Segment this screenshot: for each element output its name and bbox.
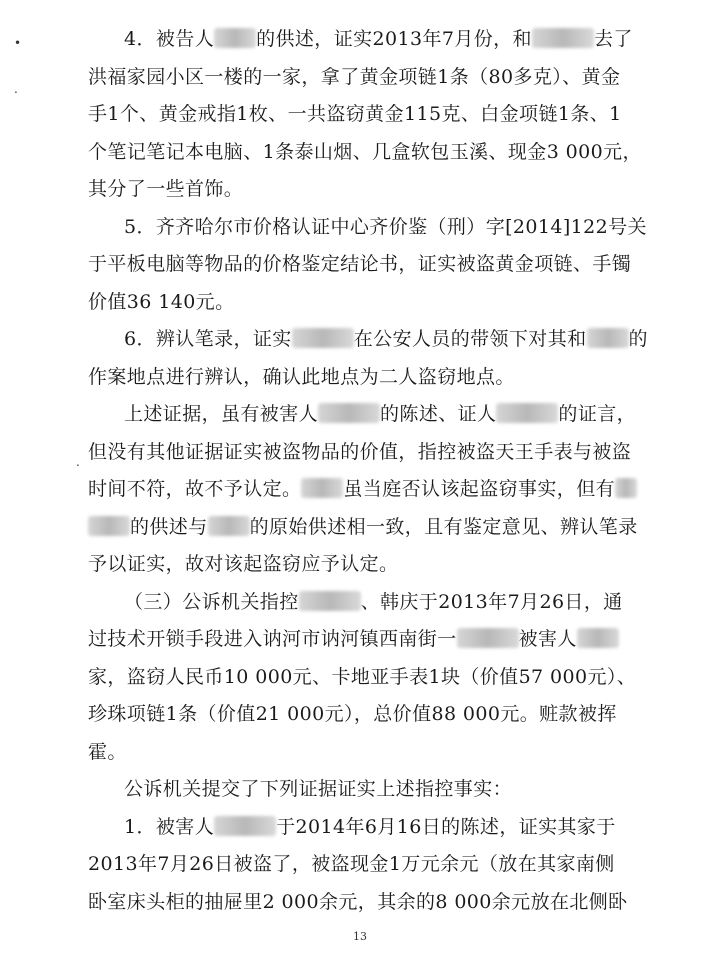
redacted-name <box>301 478 343 498</box>
redacted-name <box>299 591 361 611</box>
redacted-name <box>587 328 629 348</box>
text-segment: 霍。 <box>88 740 127 763</box>
text-segment: 的证言， <box>558 403 637 425</box>
text-segment: 于平板电脑等物品的价格鉴定结论书，证实被盗黄金项链、手镯 <box>88 253 632 275</box>
text-segment: 、韩庆于2013年7月26日，通 <box>360 590 623 613</box>
text-line <box>88 247 664 281</box>
text-segment: 在公安人员的带领下对其和 <box>353 328 587 350</box>
text-segment: 其分了一些首饰。 <box>88 178 244 200</box>
redacted-name <box>457 628 519 648</box>
text-line <box>88 472 664 506</box>
text-line <box>88 885 664 919</box>
text-line <box>124 22 664 56</box>
margin-mark: . <box>14 82 18 96</box>
redacted-name <box>496 403 558 423</box>
text-segment: 1．被害人 <box>124 815 215 838</box>
text-segment: 价值36 140元。 <box>88 290 235 313</box>
redacted-name <box>214 816 276 836</box>
text-segment: 过技术开锁手段进入讷河市讷河镇西南街一 <box>88 628 457 650</box>
text-line <box>88 97 664 131</box>
text-segment: 的陈述、证人 <box>380 403 497 425</box>
text-segment: 手1个、黄金戒指1枚、一共盗窃黄金115克、白金项链1条、1 <box>88 103 622 125</box>
text-line <box>124 585 664 619</box>
text-line <box>88 60 664 94</box>
text-segment: 上述证据，虽有被害人 <box>124 403 319 425</box>
text-segment: 的 <box>628 328 648 350</box>
text-segment: 2013年7月26日被盗了，被盗现金1万元余元（放在其家南侧 <box>88 853 615 875</box>
text-segment: 予以证实，故对该起盗窃应予认定。 <box>88 553 399 575</box>
redacted-name <box>88 516 130 536</box>
redacted-name <box>577 628 619 648</box>
text-segment: 公诉机关提交了下列证据证实上述指控事实： <box>124 778 513 800</box>
text-line <box>88 285 664 319</box>
text-segment: 家，盗窃人民币10 000元、卡地亚手表1块（价值57 000元）、 <box>88 665 637 688</box>
page-number: 13 <box>353 930 367 943</box>
text-segment: （三）公诉机关指控 <box>124 590 299 613</box>
margin-mark: • <box>14 36 22 50</box>
text-segment: 6．辨认笔录，证实 <box>124 328 292 350</box>
text-segment: 去了 <box>593 28 633 50</box>
text-line <box>88 622 664 656</box>
text-segment: 洪福家园小区一楼的一家，拿了黄金项链1条（80多克）、黄金 <box>88 65 621 88</box>
text-segment: 虽当庭否认该起盗窃事实，但有 <box>343 478 616 500</box>
text-segment: 于2014年6月16日的陈述，证实其家于 <box>276 815 616 838</box>
text-segment: 作案地点进行辨认，确认此地点为二人盗窃地点。 <box>88 365 515 388</box>
text-line <box>88 697 664 731</box>
text-line <box>88 660 664 694</box>
text-segment: 被害人 <box>518 628 577 650</box>
text-segment: 5．齐齐哈尔市价格认证中心齐价鉴（刑）字[2014]122号关 <box>124 215 647 238</box>
text-segment: 珍珠项链1条（价值21 000元），总价值88 000元。赃款被挥 <box>88 703 617 725</box>
text-line <box>124 810 664 844</box>
text-line <box>124 397 664 431</box>
text-line <box>88 172 664 206</box>
text-line <box>124 772 664 806</box>
text-segment: 的原始供述相一致，且有鉴定意见、辨认笔录 <box>249 515 638 538</box>
text-segment: 的供述，证实2013年7月份，和 <box>256 28 532 50</box>
redacted-name <box>214 28 256 48</box>
text-line <box>88 547 664 581</box>
redacted-name <box>208 516 250 536</box>
text-line <box>88 435 664 469</box>
text-line <box>124 322 664 356</box>
text-line <box>124 210 664 244</box>
text-segment: 卧室床头柜的抽屉里2 000余元，其余的8 000余元放在北侧卧 <box>88 890 628 913</box>
margin-mark: . <box>76 455 80 469</box>
text-line <box>88 135 664 169</box>
redacted-name <box>532 28 594 48</box>
text-line <box>88 360 664 394</box>
redacted-name <box>318 403 380 423</box>
text-line <box>88 735 664 769</box>
text-segment: 的供述与 <box>130 515 208 538</box>
text-segment: 个笔记笔记本电脑、1条泰山烟、几盒软包玉溪、现金3 000元， <box>88 140 642 163</box>
redacted-name <box>615 478 637 498</box>
text-segment: 但没有其他证据证实被盗物品的价值，指控被盗天王手表与被盗 <box>88 440 632 463</box>
text-segment: 时间不符，故不予认定。 <box>88 478 302 500</box>
text-line <box>88 510 664 544</box>
redacted-name <box>292 328 354 348</box>
text-segment: 4．被告人 <box>124 28 215 50</box>
text-line <box>88 847 664 881</box>
